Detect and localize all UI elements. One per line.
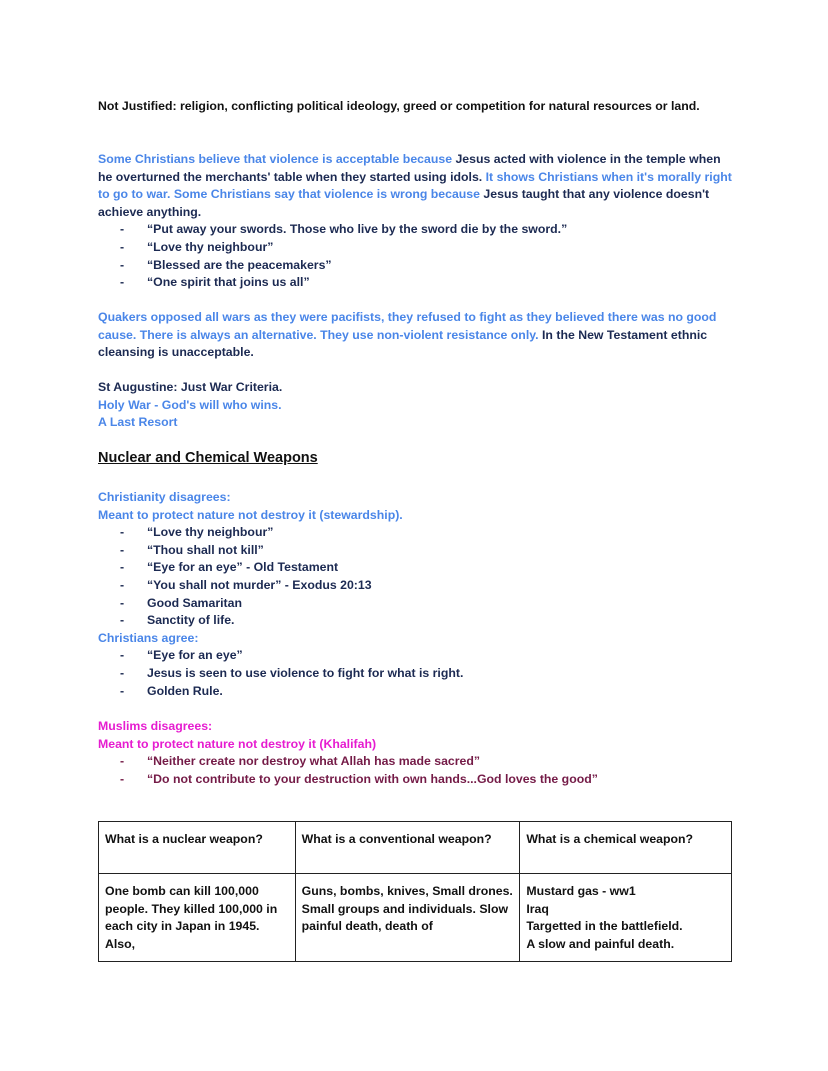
- table-cell: Mustard gas - ww1 Iraq Targetted in the battlefield. A slow and painful death.: [520, 874, 732, 962]
- muslims-disagree-title: Muslims disagrees:: [98, 719, 213, 733]
- table-header-cell: What is a nuclear weapon?: [99, 822, 296, 874]
- holy-war-text: Holy War - God's will who wins.: [98, 397, 282, 412]
- section-heading: Nuclear and Chemical Weapons: [98, 450, 318, 466]
- christians-text-1: Some Christians believe that violence is acceptable because: [98, 152, 456, 166]
- christian-quotes-list: [98, 221, 738, 291]
- christianity-disagrees-block: [98, 489, 738, 700]
- christians-agree-title: Christians agree:: [98, 630, 199, 645]
- quakers-paragraph: [98, 309, 738, 362]
- list-item: - “Blessed are the peacemakers”: [98, 257, 738, 275]
- quakers-text-1: Quakers opposed all wars as they were pacifists, they refused to fight as they believed there was no good cause. There is always an alternative. They use non-violent resistance only.: [98, 310, 717, 342]
- list-item: - “Do not contribute to your destruction with own hands...God loves the good”: [98, 771, 738, 789]
- table-row: [99, 874, 732, 962]
- table-header-cell: What is a chemical weapon?: [520, 822, 732, 874]
- table-cell: One bomb can kill 100,000 people. They killed 100,000 in each city in Japan in 1945. Also,: [99, 874, 296, 962]
- christians-text-3: It shows Christians when it's morally right to go to war. Some Christians say that violence is wrong because: [98, 169, 732, 202]
- list-item: - “Love thy neighbour”: [98, 239, 738, 257]
- just-war-block: [98, 379, 738, 432]
- list-item: - Good Samaritan: [98, 595, 738, 613]
- list-item: - “Eye for an eye” - Old Testament: [98, 559, 738, 577]
- muslims-disagree-block: [98, 718, 738, 788]
- list-item: - “One spirit that joins us all”: [98, 274, 738, 292]
- list-item: - Sanctity of life.: [98, 612, 738, 630]
- table-cell: Guns, bombs, knives, Small drones. Small groups and individuals. Slow painful death, death of: [295, 874, 520, 962]
- muslims-disagree-subtitle: Meant to protect nature not destroy it (Khalifah): [98, 736, 377, 751]
- christians-paragraph: [98, 151, 738, 292]
- list-item: - “Thou shall not kill”: [98, 542, 738, 560]
- weapons-table: [98, 821, 732, 962]
- christians-text-2: Jesus acted with violence in the temple when he overturned the merchants' table when they started using idols.: [98, 152, 721, 184]
- list-item: - “Love thy neighbour”: [98, 524, 738, 542]
- not-justified-text: Not Justified: religion, conflicting political ideology, greed or competition for natural resources or land.: [98, 99, 700, 113]
- list-item: - “You shall not murder” - Exodus 20:13: [98, 577, 738, 595]
- list-item: - “Eye for an eye”: [98, 647, 738, 665]
- christianity-disagrees-subtitle: Meant to protect nature not destroy it (stewardship).: [98, 507, 403, 522]
- list-item: - “Neither create nor destroy what Allah has made sacred”: [98, 753, 738, 771]
- list-item: - Golden Rule.: [98, 683, 738, 701]
- christians-text-4: Jesus taught that any violence doesn't achieve anything.: [98, 187, 710, 219]
- christianity-disagrees-title: Christianity disagrees:: [98, 490, 231, 504]
- table-header-cell: What is a conventional weapon?: [295, 822, 520, 874]
- list-item: - Jesus is seen to use violence to fight for what is right.: [98, 665, 738, 683]
- quakers-text-2: In the New Testament ethnic cleansing is unacceptable.: [98, 327, 708, 360]
- table-header-row: [99, 822, 732, 874]
- last-resort-text: A Last Resort: [98, 415, 178, 430]
- list-item: - “Put away your swords. Those who live by the sword die by the sword.”: [98, 221, 738, 239]
- augustine-text: St Augustine: Just War Criteria.: [98, 380, 283, 394]
